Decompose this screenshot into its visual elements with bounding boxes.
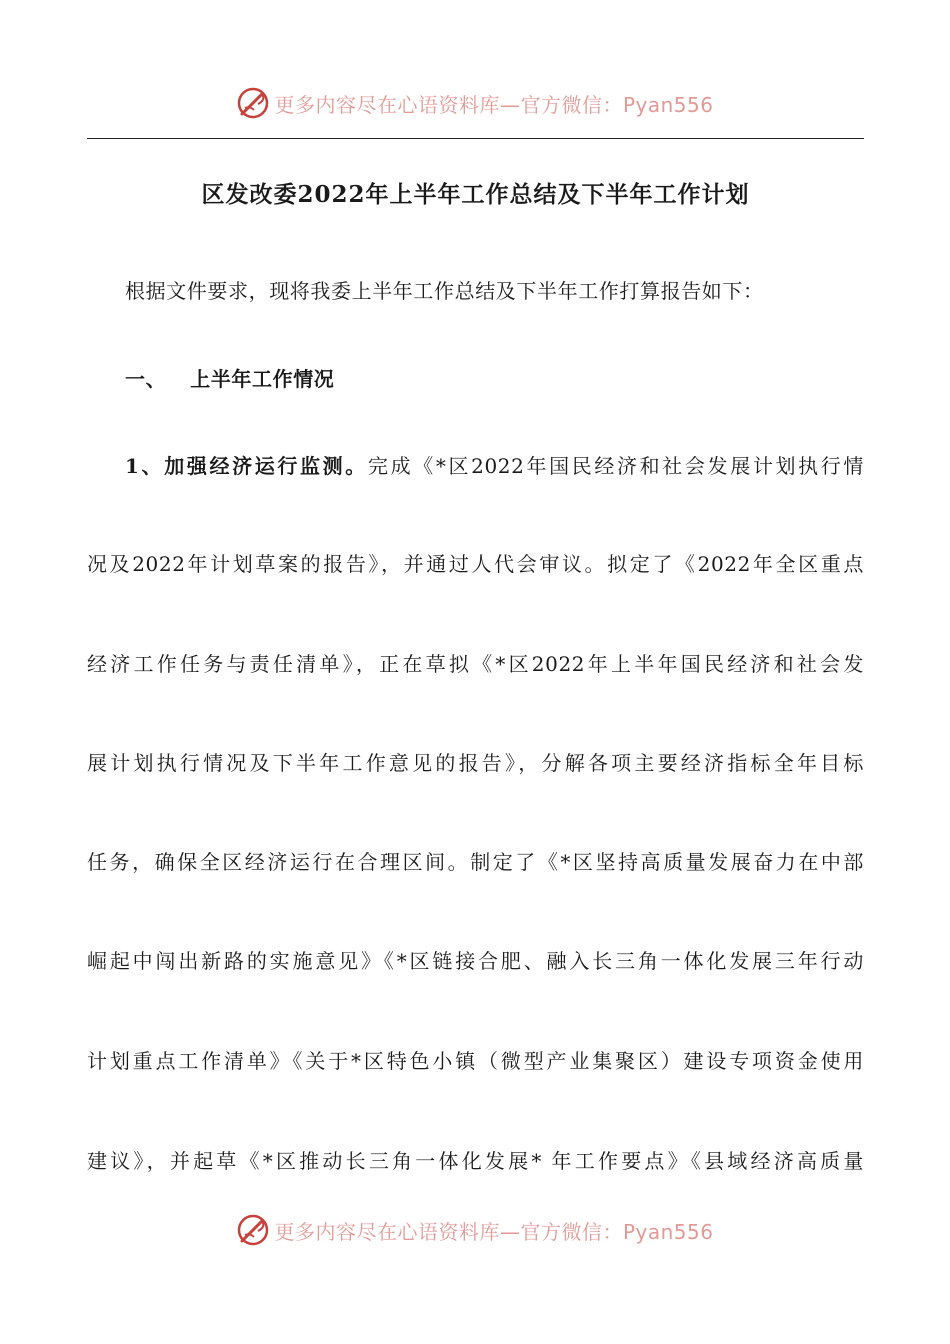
watermark-text: 更多内容尽在心语资料库—官方微信：Pyan556 [274, 1219, 714, 1244]
item1-line-1 [125, 450, 864, 479]
item1-line-3: 经济工作任务与责任清单》，正在草拟《*区2022年上半年国民经济和社会发 [87, 652, 864, 676]
footer-watermark [0, 1210, 950, 1250]
watermark-text: 更多内容尽在心语资料库—官方微信：Pyan556 [274, 92, 714, 117]
header-watermark [0, 83, 950, 123]
section-heading-1 [125, 363, 334, 392]
item1-text-1: 完成《*区2022年国民经济和社会发展计划执行情 [367, 454, 864, 478]
section-title: 上半年工作情况 [190, 367, 335, 391]
quill-logo-icon [236, 86, 270, 120]
item1-line-8: 建议》，并起草《*区推动长三角一体化发展* 年工作要点》《县域经济高质量 [87, 1149, 864, 1173]
item1-line-5: 任务，确保全区经济运行在合理区间。制定了《*区坚持高质量发展奋力在中部 [87, 850, 864, 874]
item1-line-7: 计划重点工作清单》《关于*区特色小镇（微型产业集聚区）建设专项资金使用 [87, 1049, 864, 1073]
header-divider [87, 138, 864, 139]
intro-paragraph: 根据文件要求，现将我委上半年工作总结及下半年工作打算报告如下： [125, 279, 764, 303]
item1-line-6: 崛起中闯出新路的实施意见》《*区链接合肥、融入长三角一体化发展三年行动 [87, 949, 864, 973]
section-number: 一、 [125, 367, 167, 391]
quill-logo-icon [236, 1213, 270, 1247]
document-title: 区发改委2022年上半年工作总结及下半年工作计划 [201, 181, 750, 208]
item1-line-2: 况及2022年计划草案的报告》，并通过人代会审议。拟定了《2022年全区重点 [87, 552, 864, 576]
item1-lead: 1、加强经济运行监测。 [125, 454, 368, 478]
item1-line-4: 展计划执行情况及下半年工作意见的报告》，分解各项主要经济指标全年目标 [87, 751, 864, 775]
